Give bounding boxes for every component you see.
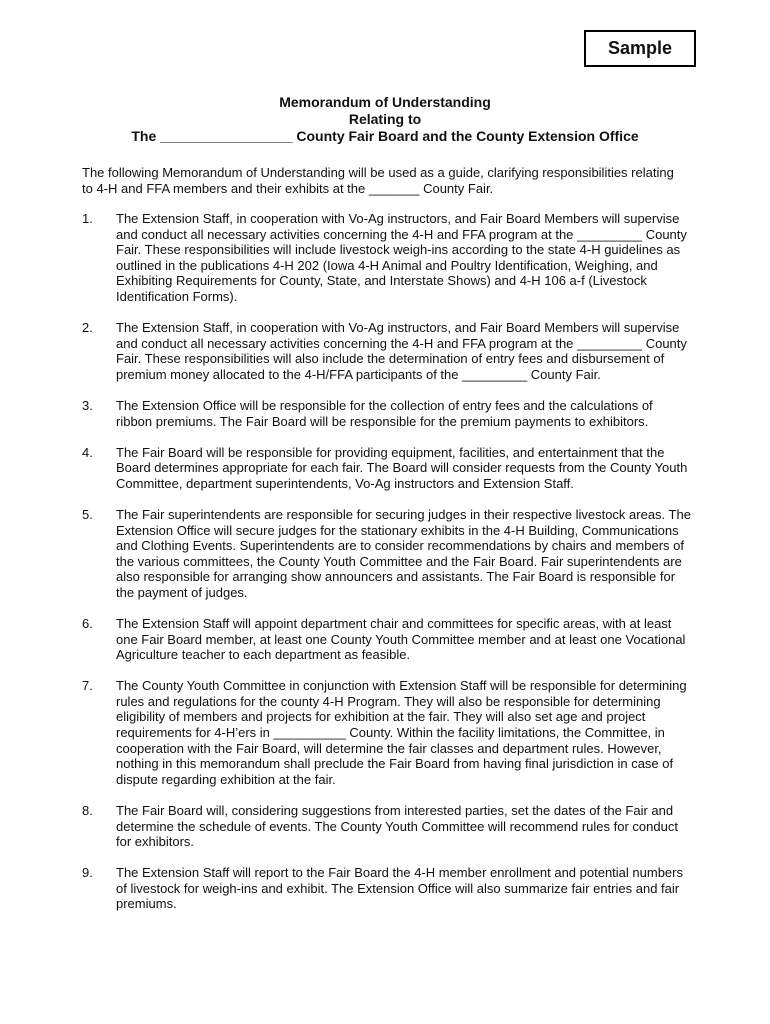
item-number: 6. — [82, 615, 93, 631]
document-title — [0, 94, 770, 145]
list-item — [82, 211, 692, 305]
intro-paragraph: The following Memorandum of Understanding will be used as a guide, clarifying responsibilities relating to 4-H and FFA members and their exhibits at the _______ County Fair. — [82, 165, 674, 196]
list-item — [82, 803, 692, 850]
list-item — [82, 616, 692, 663]
item-text: The Fair Board will, considering suggestions from interested parties, set the dates of the Fair and determine the schedule of events. The County Youth Committee will recommend rules for conduct for exhibitors. — [116, 802, 678, 850]
item-number: 1. — [82, 211, 93, 226]
item-text: The Extension Staff will report to the Fair Board the 4-H member enrollment and potential numbers of livestock for weigh-ins and exhibit. The Extension Office will also summarize fair entries and fair premiums. — [116, 865, 683, 912]
item-text: The Extension Staff will appoint department chair and committees for specific areas, with at least one Fair Board member, at least one County Youth Committee member and at least one Vocational Agriculture teacher to each department as feasible. — [116, 615, 686, 663]
sample-label: Sample — [607, 38, 673, 58]
item-text: The Fair Board will be responsible for providing equipment, facilities, and entertainment that the Board determines appropriate for each fair. The Board will consider requests from the County Youth Committee, department superintendents, Vo-Ag instructors and Extension Staff. — [116, 444, 688, 491]
item-number: 7. — [82, 678, 93, 694]
title-line-2: Relating to — [348, 111, 422, 127]
list-item — [82, 445, 692, 492]
list-item — [82, 320, 692, 382]
item-text: The Extension Staff, in cooperation with Vo-Ag instructors, and Fair Board Members will supervise and conduct all necessary activities concerning the 4-H and FFA program at the _________ County Fair. These responsibilities will include livestock weigh-ins according to the state 4-H guidelines as outlined in the publications 4-H 202 (Iowa 4-H Animal and Poultry Identification, Weighing, and Exhibiting Requirements for County, State, and Interstate Shows) and 4-H 106 a-f (Livestock Identification Forms). — [116, 211, 687, 304]
item-text: The Fair superintendents are responsible for securing judges in their respective livestock areas. The Extension Office will secure judges for the stationary exhibits in the 4-H Building, Communications and Clothing Events. Superintendents are to consider recommendations by chairs and members of the various committees, the County Youth Committee and the Fair Board. Fair superintendents are also responsible for arranging show announcers and assistants. The Fair Board is responsible for the payment of judges. — [116, 506, 691, 600]
list-item — [82, 678, 692, 787]
item-number: 8. — [82, 802, 93, 818]
item-number: 9. — [82, 865, 93, 881]
title-line-3: The _________________ County Fair Board and the County Extension Office — [131, 128, 639, 144]
list-item — [82, 865, 692, 912]
item-text: The Extension Office will be responsible for the collection of entry fees and the calculations of ribbon premiums. The Fair Board will be responsible for the premium payments to exhibitors. — [116, 397, 653, 429]
numbered-list — [82, 211, 692, 927]
sample-stamp — [584, 30, 696, 67]
list-item — [82, 507, 692, 601]
item-number: 3. — [82, 397, 93, 413]
title-line-1: Memorandum of Understanding — [279, 94, 491, 110]
item-number: 2. — [82, 320, 93, 336]
item-text: The County Youth Committee in conjunction with Extension Staff will be responsible for determining rules and regulations for the county 4-H Program. They will also be responsible for determining eligibility of members and projects for exhibition at the fair. They will also set age and project requirements for 4-H’ers in __________ County. Within the facility limitations, the Committee, in cooperation with the Fair Board, will determine the fair classes and department rules. However, nothing in this memorandum shall preclude the Fair Board from having final jurisdiction in case of dispute regarding exhibition at the fair. — [116, 678, 687, 787]
item-text: The Extension Staff, in cooperation with Vo-Ag instructors, and Fair Board Members will supervise and conduct all necessary activities concerning the 4-H and FFA program at the _________ County Fair. These responsibilities will also include the determination of entry fees and disbursement of premium money allocated to the 4-H/FFA participants of the _________ County Fair. — [116, 320, 687, 382]
item-number: 4. — [82, 444, 93, 460]
list-item — [82, 398, 692, 429]
item-number: 5. — [82, 506, 93, 522]
